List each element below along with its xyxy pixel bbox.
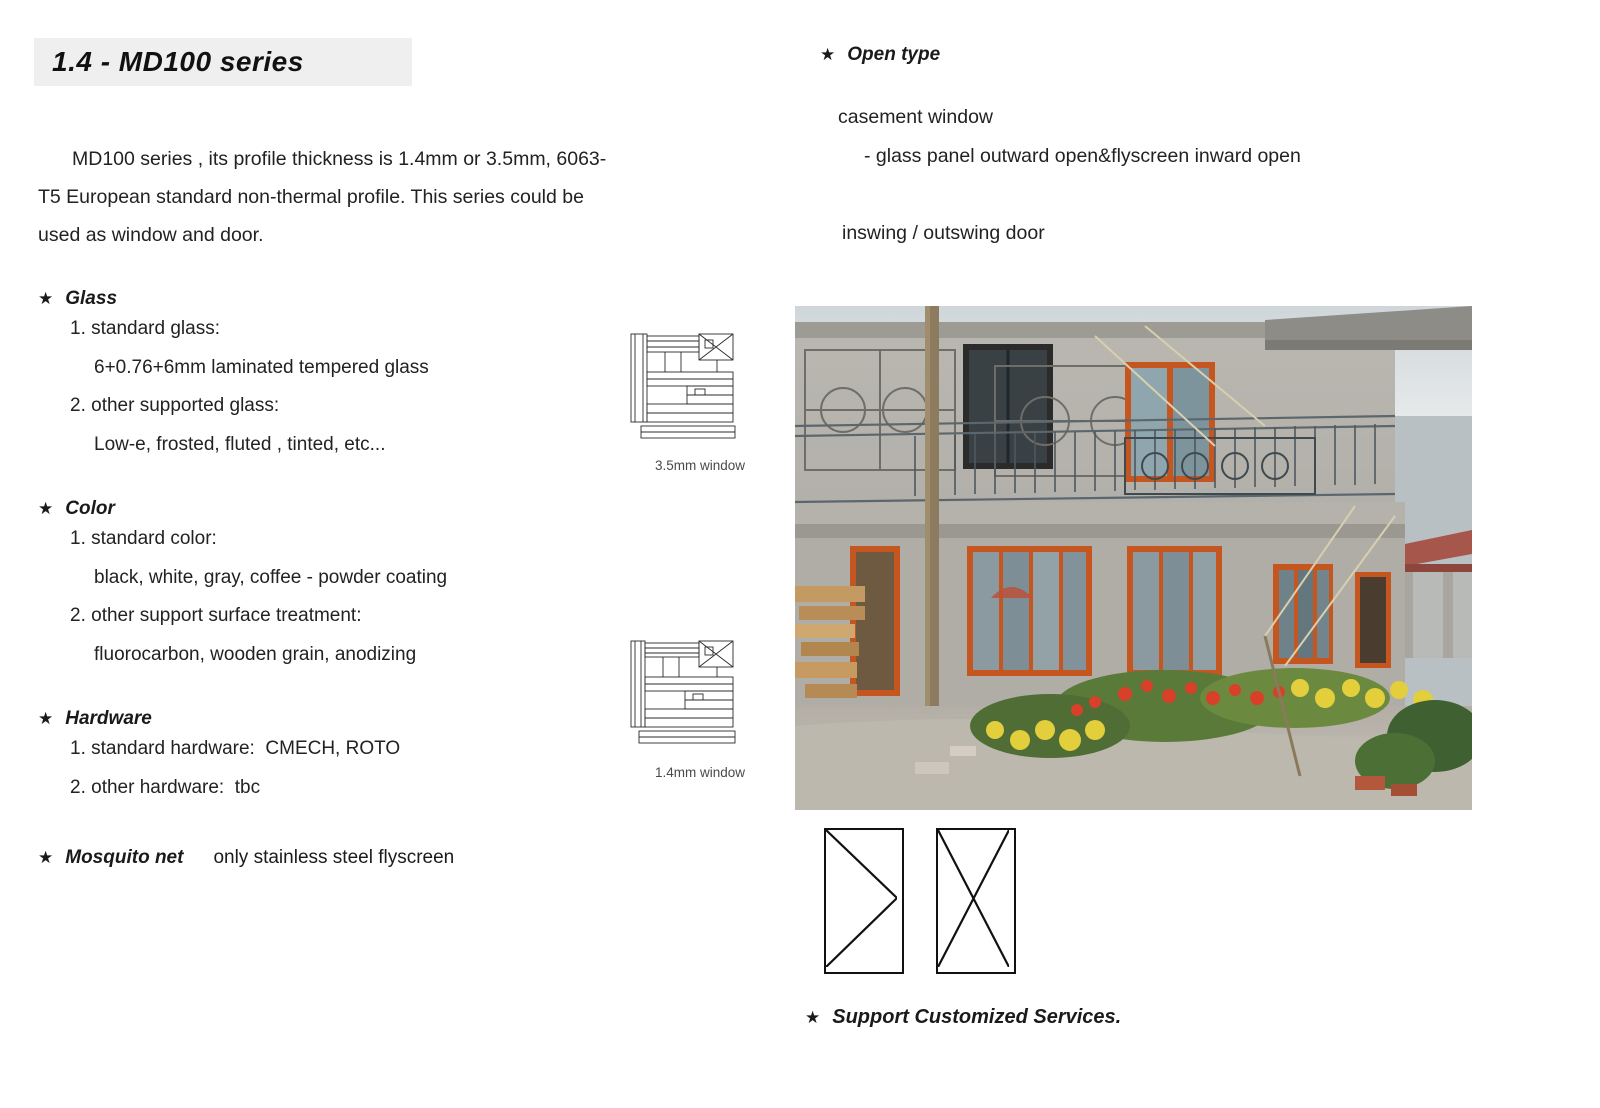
profile-caption-1-4mm: 1.4mm window [654,765,746,780]
list-item: 1. standard hardware: CMECH, ROTO [70,738,401,759]
footer-note [805,1006,1121,1029]
profile-section-svg-1-4mm [625,637,759,755]
window-diagram-svg-2 [938,830,1009,967]
page-title: 1.4 - MD100 series [52,46,304,77]
list-item: black, white, gray, coffee - powder coating [94,566,448,588]
project-photo [795,306,1472,810]
right-column [820,44,1560,253]
section-glass [38,288,638,464]
section-color-heading [38,498,638,520]
section-hardware [38,708,638,807]
section-glass-title: Glass [65,288,118,309]
list-item: fluorocarbon, wooden grain, anodizing [94,643,417,665]
footer-note-text: Support Customized Services. [832,1006,1122,1028]
section-glass-heading [38,288,638,310]
list-item: Low-e, frosted, fluted , tinted, etc... [94,433,386,455]
window-open-diagrams [824,828,1016,974]
list-item: 1. standard glass: [70,318,220,339]
open-type-lines [820,98,1560,253]
section-mosquito-net-heading [38,847,638,869]
section-color-list [38,520,638,674]
star-icon: ★ [38,709,54,728]
profile-drawing-1-4mm [625,637,775,780]
profile-drawing-3-5mm [625,330,775,473]
open-type-line-2: - glass panel outward open&flyscreen inward open [864,145,1301,167]
profile-caption-3-5mm: 3.5mm window [654,458,746,473]
star-icon: ★ [38,499,54,518]
section-hardware-heading [38,708,638,730]
section-hardware-list [38,730,638,807]
list-item: 1. standard color: [70,528,217,549]
list-item: 2. other hardware: tbc [70,776,261,798]
window-diagram-svg-1 [826,830,897,967]
window-diagram-inward-open [936,828,1016,974]
star-icon: ★ [38,848,54,867]
list-item: 2. other support surface treatment: [70,605,362,626]
open-type-line-3: inswing / outswing door [842,222,1045,244]
section-mosquito-net-note: only stainless steel flyscreen [213,847,455,868]
section-color [38,498,638,674]
list-item: 6+0.76+6mm laminated tempered glass [94,356,429,378]
list-item: 2. other supported glass: [70,395,280,416]
star-icon: ★ [38,289,54,308]
open-type-line-1: casement window [838,106,993,128]
section-mosquito-net-title: Mosquito net [65,847,184,868]
section-hardware-title: Hardware [65,708,152,729]
page-title-band [34,38,412,86]
profile-section-svg-3-5mm [625,330,759,448]
window-diagram-outward-open [824,828,904,974]
section-glass-list [38,310,638,464]
intro-paragraph: MD100 series , its profile thickness is 1.4mm or 3.5mm, 6063-T5 European standard non-thermal profile. This series could be used as window and door. [38,148,607,246]
open-type-heading [820,44,1560,66]
star-icon: ★ [805,1008,821,1027]
section-mosquito-net [38,847,638,869]
star-icon: ★ [820,45,836,64]
open-type-title: Open type [847,44,941,65]
section-color-title: Color [65,498,115,519]
left-column [38,140,638,869]
project-photo-illustration [795,306,1472,810]
